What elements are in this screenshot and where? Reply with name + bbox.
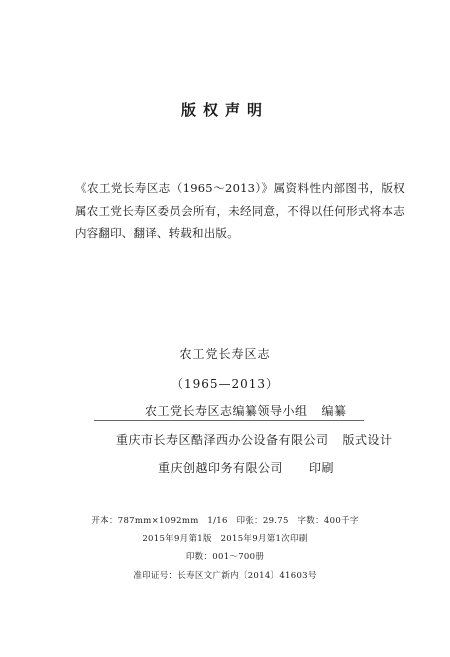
copyright-title: 版权声明 bbox=[180, 101, 269, 119]
credit-designer bbox=[116, 431, 393, 448]
divider-rule bbox=[94, 420, 364, 421]
credit-printer bbox=[158, 459, 334, 476]
book-period: （1965—2013） bbox=[170, 377, 280, 391]
format-info: 开本：787mm×1092mm 1/16 印张：29.75 字数：400千字 bbox=[91, 516, 359, 526]
edition-info: 2015年9月第1版 2015年9月第1次印刷 bbox=[142, 534, 308, 544]
copyright-statement: 《农工党长寿区志（1965～2013）》属资料性内部图书，版权属农工党长寿区委员会所有，未经同意，不得以任何形式将本志内容翻印、翻译、转载和出版。 bbox=[75, 181, 405, 240]
credit-org: 重庆市长寿区酷泽西办公设备有限公司 bbox=[116, 433, 329, 447]
credit-org: 重庆创越印务有限公司 bbox=[158, 461, 284, 475]
print-run-info: 印数：001～700册 bbox=[185, 552, 265, 562]
credit-compiler bbox=[145, 402, 347, 419]
credit-role: 版式设计 bbox=[342, 433, 393, 447]
permit-number: 准印证号：长寿区文广新内〔2014〕41603号 bbox=[133, 571, 317, 581]
credit-role: 编纂 bbox=[321, 404, 347, 418]
credit-org: 农工党长寿区志编纂领导小组 bbox=[145, 404, 308, 418]
book-name: 农工党长寿区志 bbox=[179, 347, 271, 361]
credit-role: 印刷 bbox=[309, 461, 335, 475]
